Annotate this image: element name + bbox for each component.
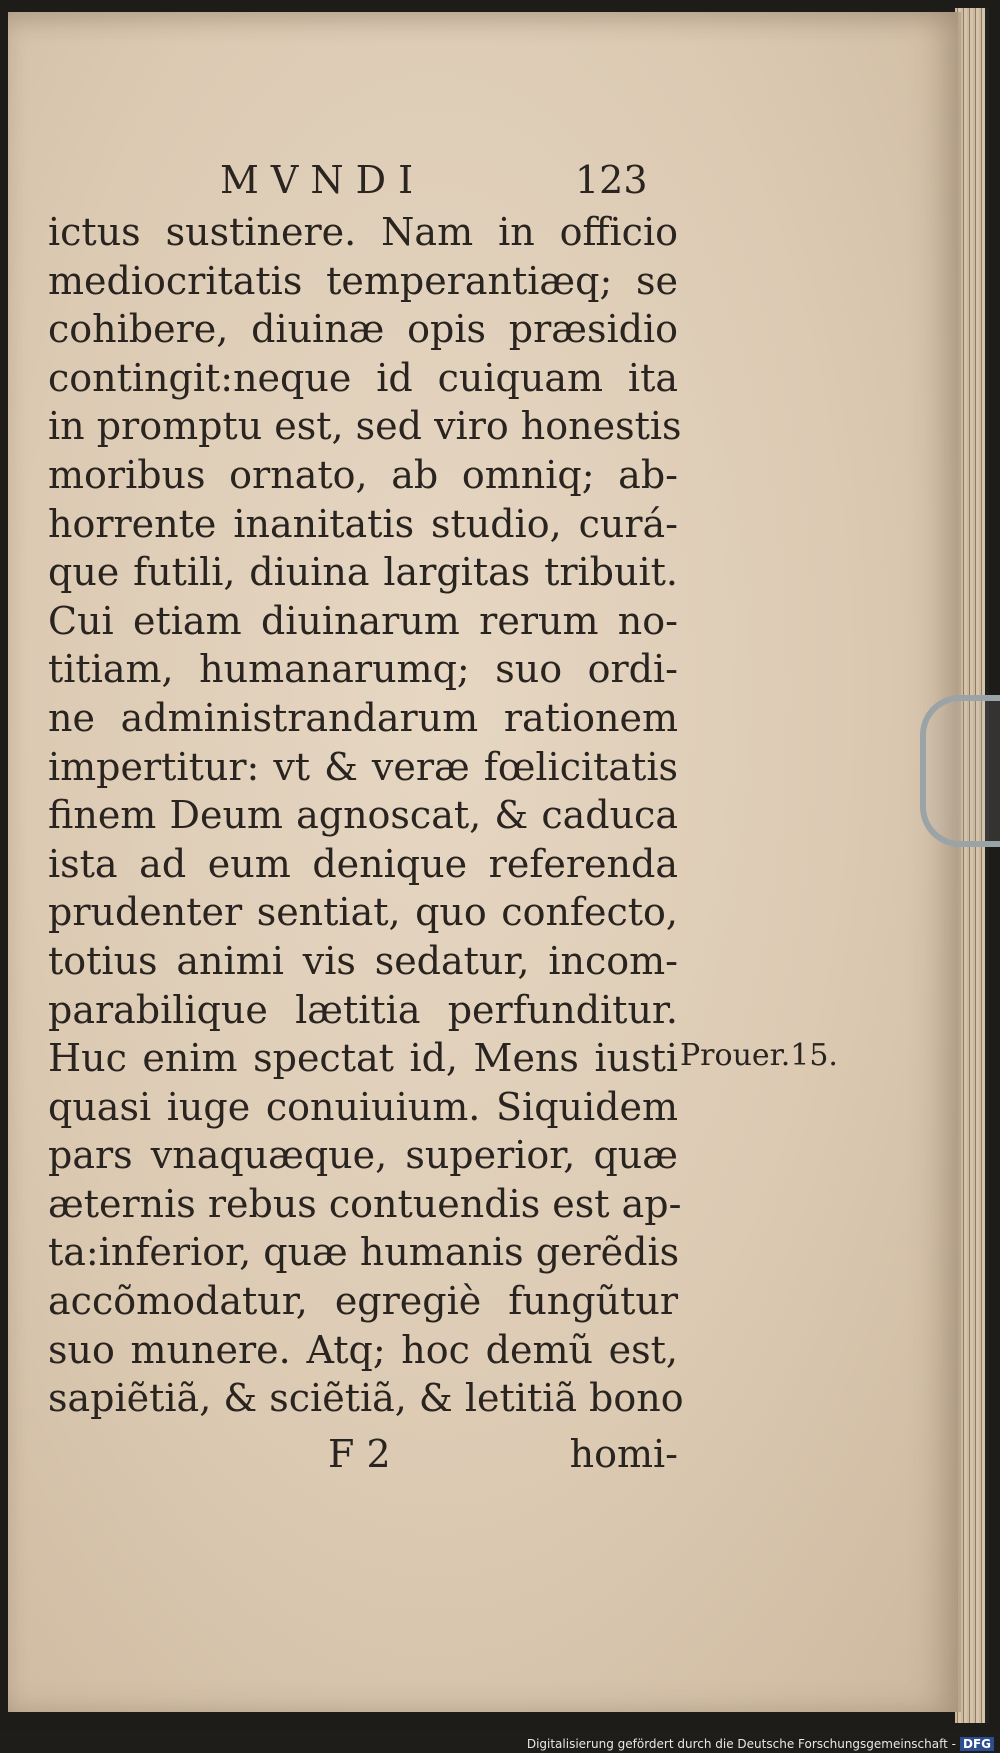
text-line: ictus sustinere. Nam in officio [48,210,678,254]
text-line: mediocritatis temperantiæq; se [48,258,678,303]
text-line: finem Deum agnoscat, & caduca [48,793,678,838]
text-line: prudenter sentiat, quo confecto, [48,890,678,935]
text-line: quasi iuge conuiuium. Siquidem [48,1084,678,1129]
digitization-credit [527,1737,994,1751]
text-line: parabilique lætitia perfunditur. [48,987,678,1032]
dfg-logo: DFG [960,1737,994,1751]
page-clip [920,695,1000,847]
text-line: moribus ornato, ab omniq; ab- [48,452,678,497]
text-line: Cui etiam diuinarum rerum no- [48,598,678,643]
marginal-note: Prouer.15. [680,1038,838,1073]
page-footer [48,1432,678,1482]
catchword: homi- [569,1432,678,1476]
text-line: ne administrandarum rationem [48,695,678,740]
text-line: horrente inanitatis studio, curá- [48,501,678,546]
text-line: ta:inferior, quæ humanis gerẽdis [48,1230,680,1275]
text-line: cohibere, diuinæ opis præsidio [48,307,678,352]
text-line: pars vnaquæque, superior, quæ [48,1133,678,1178]
text-line: totius animi vis sedatur, incom- [48,938,678,983]
running-head: MVNDI [220,158,426,202]
text-line: contingit:neque id cuiquam ita [48,355,678,400]
text-line: in promptu est, sed viro honestis [48,404,682,449]
signature-mark: F 2 [328,1432,391,1476]
page-number: 123 [575,158,648,202]
text-line: suo munere. Atq; hoc demũ est, [48,1327,678,1372]
text-line: titiam, humanarumq; suo ordi- [48,647,678,692]
credit-text: Digitalisierung gefördert durch die Deutsche Forschungsgemeinschaft - [526,1737,956,1751]
text-line: que futili, diuina largitas tribuit. [48,550,678,595]
text-line: accõmodatur, egregiè fungũtur [48,1279,678,1324]
body-text [48,208,684,1423]
text-line: sapiẽtiã, & sciẽtiã, & letitiã bono [48,1376,684,1421]
text-line: impertitur: vt & veræ fœlicitatis [48,744,678,789]
text-line: ista ad eum denique referenda [48,841,678,886]
text-line: æternis rebus contuendis est ap- [48,1181,682,1226]
text-line: Huc enim spectat id, Mens iusti [48,1036,678,1081]
